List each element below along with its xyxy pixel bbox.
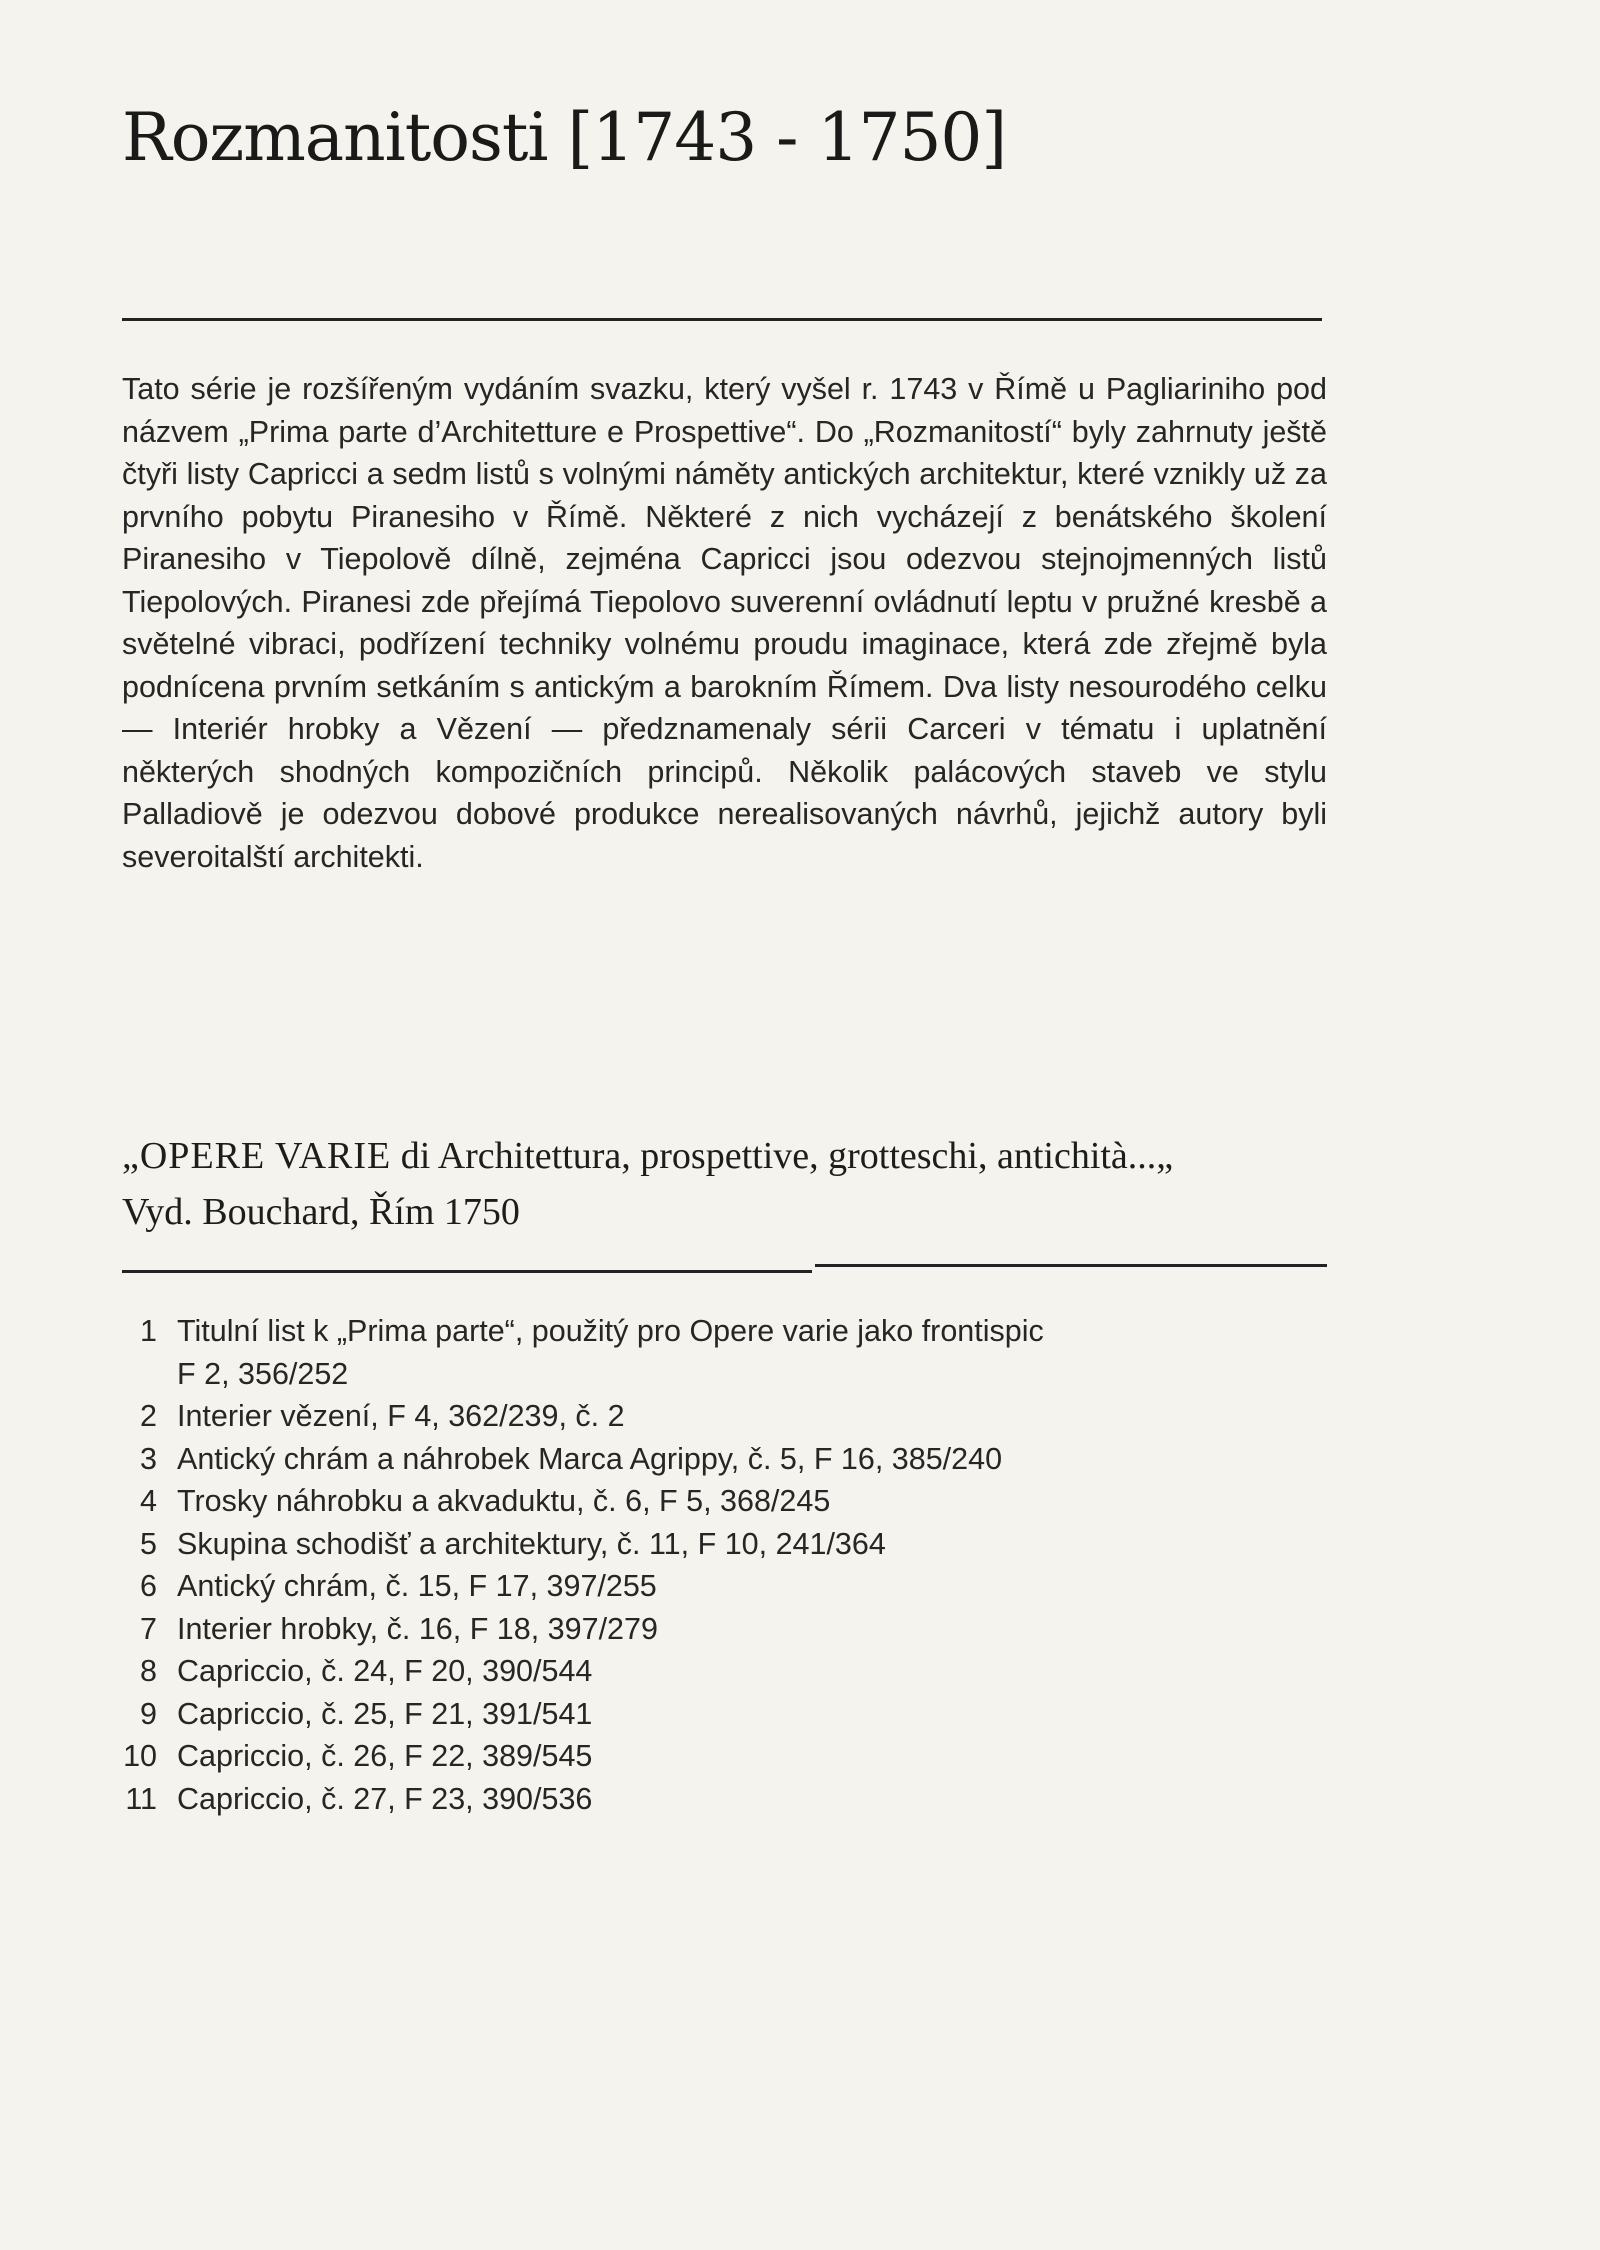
item-text-continuation: F 2, 356/252 [177, 1356, 349, 1391]
series-title-lead: „OPERE VARIE [122, 1135, 392, 1177]
item-text: Capriccio, č. 26, F 22, 389/545 [177, 1739, 593, 1773]
list-item [122, 1650, 1342, 1693]
item-number: 2 [140, 1399, 157, 1433]
list-item [122, 1480, 1342, 1523]
list-item [122, 1523, 1342, 1566]
series-divider-left [122, 1270, 812, 1273]
series-divider-right [815, 1264, 1327, 1267]
item-text: Antický chrám a náhrobek Marca Agrippy, č. 5, F 16, 385/240 [177, 1441, 1003, 1476]
item-text: Capriccio, č. 24, F 20, 390/544 [177, 1654, 593, 1688]
item-text: Interier vězení, F 4, 362/239, č. 2 [177, 1399, 625, 1433]
list-item [122, 1438, 1342, 1481]
item-number: 11 [125, 1781, 157, 1816]
item-number: 7 [140, 1611, 157, 1646]
plate-list [122, 1310, 1342, 1820]
item-text: Capriccio, č. 25, F 21, 391/541 [177, 1696, 593, 1731]
series-publisher: Vyd. Bouchard, Řím 1750 [122, 1191, 520, 1233]
item-text: Antický chrám, č. 15, F 17, 397/255 [177, 1569, 657, 1603]
item-number: 9 [140, 1696, 157, 1731]
list-item [122, 1310, 1342, 1395]
series-title-rest: di Architettura, prospettive, grotteschi, antichità...„ [391, 1135, 1174, 1177]
list-item [122, 1395, 1342, 1438]
item-text: Trosky náhrobku a akvaduktu, č. 6, F 5, 368/245 [177, 1484, 831, 1518]
item-number: 8 [140, 1654, 157, 1688]
list-item [122, 1565, 1342, 1608]
item-number: 1 [140, 1314, 157, 1348]
item-number: 4 [140, 1484, 157, 1518]
list-item [122, 1693, 1342, 1736]
item-text: Capriccio, č. 27, F 23, 390/536 [177, 1781, 593, 1816]
item-text: Skupina schodišť a architektury, č. 11, F 10, 241/364 [177, 1526, 886, 1561]
title-divider [122, 318, 1322, 321]
item-text: Titulní list k „Prima parte“, použitý pro Opere varie jako frontispic [177, 1314, 1044, 1348]
intro-paragraph: Tato série je rozšířeným vydáním svazku, který vyšel r. 1743 v Římě u Pagliariniho pod názvem „Prima parte d’Architetture e Prospettive“. Do „Rozmanitostí“ byly zahrnuty ještě čtyři listy Capricci a sedm listů s volnými náměty antických architektur, které vznikly už za prvního pobytu Piranesiho v Římě. Některé z nich vycházejí z benátského školení Piranesiho v Tiepolově dílně, zejména Capricci jsou odezvou stejnojmenných listů Tiepolových. Piranesi zde přejímá Tiepolovo suverenní ovládnutí leptu v pružné kresbě a světelné vibraci, podřízení techniky volnému proudu imaginace, která zde zřejmě byla podnícena prvním setkáním s antickým a barokním Římem. Dva listy nesourodého celku — Interiér hrobky a Vězení — předznamenaly sérii Carceri v tématu i uplatnění některých shodných kompozičních principů. Několik palácových staveb ve stylu Palladiově je odezvou dobové produkce nerealisovaných návrhů, jejichž autory byli severoitalští architekti. [122, 372, 1327, 874]
item-number: 6 [140, 1569, 157, 1603]
item-number: 5 [140, 1526, 157, 1561]
item-number: 3 [140, 1441, 157, 1476]
list-item [122, 1608, 1342, 1651]
list-item [122, 1778, 1342, 1821]
list-item [122, 1735, 1342, 1778]
item-text: Interier hrobky, č. 16, F 18, 397/279 [177, 1611, 658, 1646]
page-title: Rozmanitosti [1743 - 1750] [122, 99, 1007, 176]
item-number: 10 [123, 1739, 157, 1773]
series-heading [122, 1128, 1342, 1240]
